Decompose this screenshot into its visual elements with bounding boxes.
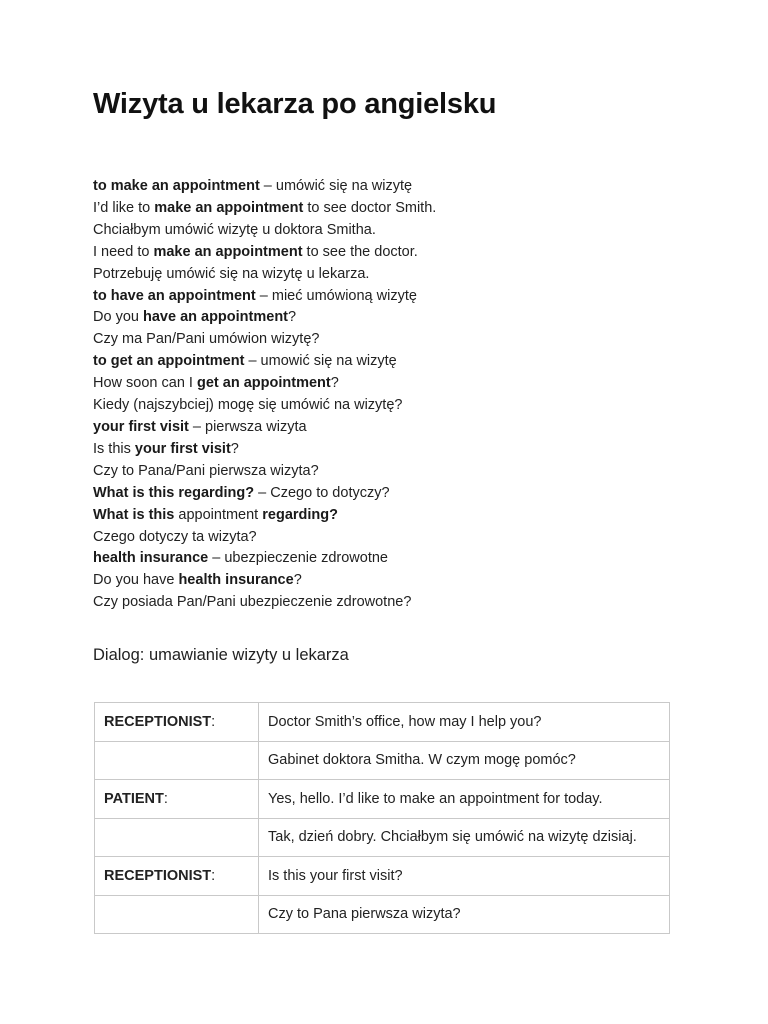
vocab-text: – umowić się na wizytę (244, 353, 397, 370)
speaker-name: PATIENT (104, 790, 164, 807)
speaker-cell (95, 780, 259, 819)
vocab-line (93, 461, 436, 483)
utterance-cell: Gabinet doktora Smitha. W czym mogę pomóc? (259, 741, 670, 780)
vocab-phrase: to get an appointment (93, 353, 245, 370)
vocab-text: ? (330, 375, 339, 392)
speaker-colon: : (163, 790, 168, 807)
vocab-phrase: make an appointment (154, 199, 304, 216)
speaker-cell (95, 741, 259, 780)
vocab-text: Do you have (93, 572, 179, 589)
dialog-row (95, 818, 670, 857)
vocab-line (93, 483, 436, 505)
dialog-row (95, 780, 670, 819)
speaker-name: RECEPTIONIST (104, 713, 212, 730)
vocab-text: ? (288, 309, 297, 326)
speaker-cell (95, 703, 259, 742)
vocab-line (93, 176, 436, 198)
dialog-table (94, 702, 670, 934)
vocab-line (93, 373, 436, 395)
vocab-phrase: to make an appointment (93, 178, 260, 194)
vocab-line (93, 264, 436, 286)
vocab-phrase: regarding? (262, 506, 338, 523)
speaker-cell (95, 895, 259, 934)
utterance-cell: Yes, hello. I’d like to make an appointment for today. (259, 780, 670, 819)
vocab-text: Potrzebuję umówić się na wizytę u lekarza. (93, 265, 370, 282)
dialog-row (95, 857, 670, 896)
vocab-phrase: have an appointment (142, 309, 289, 326)
vocab-text: Czy to Pana/Pani pierwsza wizyta? (93, 462, 319, 479)
speaker-cell (95, 857, 259, 896)
vocab-text: Czy posiada Pan/Pani ubezpieczenie zdrowotne? (93, 594, 412, 611)
dialog-row (95, 703, 670, 742)
vocab-phrase: to have an appointment (93, 287, 256, 304)
vocab-text: – Czego to dotyczy? (254, 484, 390, 501)
vocab-line (93, 592, 436, 614)
vocab-text: ? (293, 572, 302, 589)
vocab-phrase: get an appointment (196, 375, 331, 392)
vocab-text: Chciałbym umówić wizytę u doktora Smitha. (93, 221, 376, 238)
vocab-line (93, 220, 436, 242)
vocab-line (93, 286, 436, 308)
dialog-row (95, 741, 670, 780)
vocab-text: Czy ma Pan/Pani umówion wizytę? (93, 331, 320, 348)
utterance-cell: Czy to Pana pierwsza wizyta? (259, 895, 670, 934)
vocab-line (93, 329, 436, 351)
vocab-text: I need to (93, 243, 154, 260)
vocabulary-list (93, 176, 436, 614)
vocab-text: Is this (93, 440, 135, 457)
vocab-line (93, 570, 436, 592)
vocab-text: Kiedy (najszybciej) mogę się umówić na wizytę? (93, 397, 403, 414)
vocab-phrase: health insurance (178, 572, 294, 589)
page-title: Wizyta u lekarza po angielsku (93, 88, 497, 120)
vocab-text: to see the doctor. (302, 243, 418, 260)
vocab-line (93, 307, 436, 329)
utterance-cell: Is this your first visit? (259, 857, 670, 896)
vocab-phrase: your first visit (93, 418, 189, 435)
speaker-colon: : (211, 867, 216, 884)
vocab-line (93, 242, 436, 264)
vocab-phrase: your first visit (134, 440, 231, 457)
vocab-text: Czego dotyczy ta wizyta? (93, 528, 257, 545)
vocab-text: ? (230, 440, 239, 457)
speaker-cell (95, 818, 259, 857)
vocab-line (93, 351, 436, 373)
speaker-colon: : (211, 713, 216, 730)
vocab-line (93, 439, 436, 461)
vocab-line (93, 505, 436, 527)
vocab-text: – pierwsza wizyta (188, 418, 307, 435)
vocab-phrase: What is this (93, 506, 175, 523)
vocab-text: appointment (174, 506, 263, 523)
vocab-phrase: health insurance (93, 550, 209, 567)
dialog-title: Dialog: umawianie wizyty u lekarza (93, 646, 349, 664)
vocab-line (93, 548, 436, 570)
speaker-name: RECEPTIONIST (104, 867, 212, 884)
vocab-text: Do you (93, 309, 143, 326)
vocab-line (93, 198, 436, 220)
vocab-text: to see doctor Smith. (303, 199, 437, 216)
vocab-line (93, 527, 436, 549)
vocab-line (93, 417, 436, 439)
dialog-row (95, 895, 670, 934)
vocab-text: How soon can I (93, 375, 197, 392)
vocab-phrase: make an appointment (153, 243, 303, 260)
vocab-text: – umówić się na wizytę (259, 178, 413, 194)
vocab-text: – mieć umówioną wizytę (255, 287, 417, 304)
utterance-cell: Doctor Smith’s office, how may I help you? (259, 703, 670, 742)
utterance-cell: Tak, dzień dobry. Chciałbym się umówić na wizytę dzisiaj. (259, 818, 670, 857)
vocab-line (93, 395, 436, 417)
vocab-phrase: What is this regarding? (93, 484, 255, 501)
vocab-text: – ubezpieczenie zdrowotne (208, 550, 388, 567)
vocab-text: I’d like to (93, 199, 155, 216)
